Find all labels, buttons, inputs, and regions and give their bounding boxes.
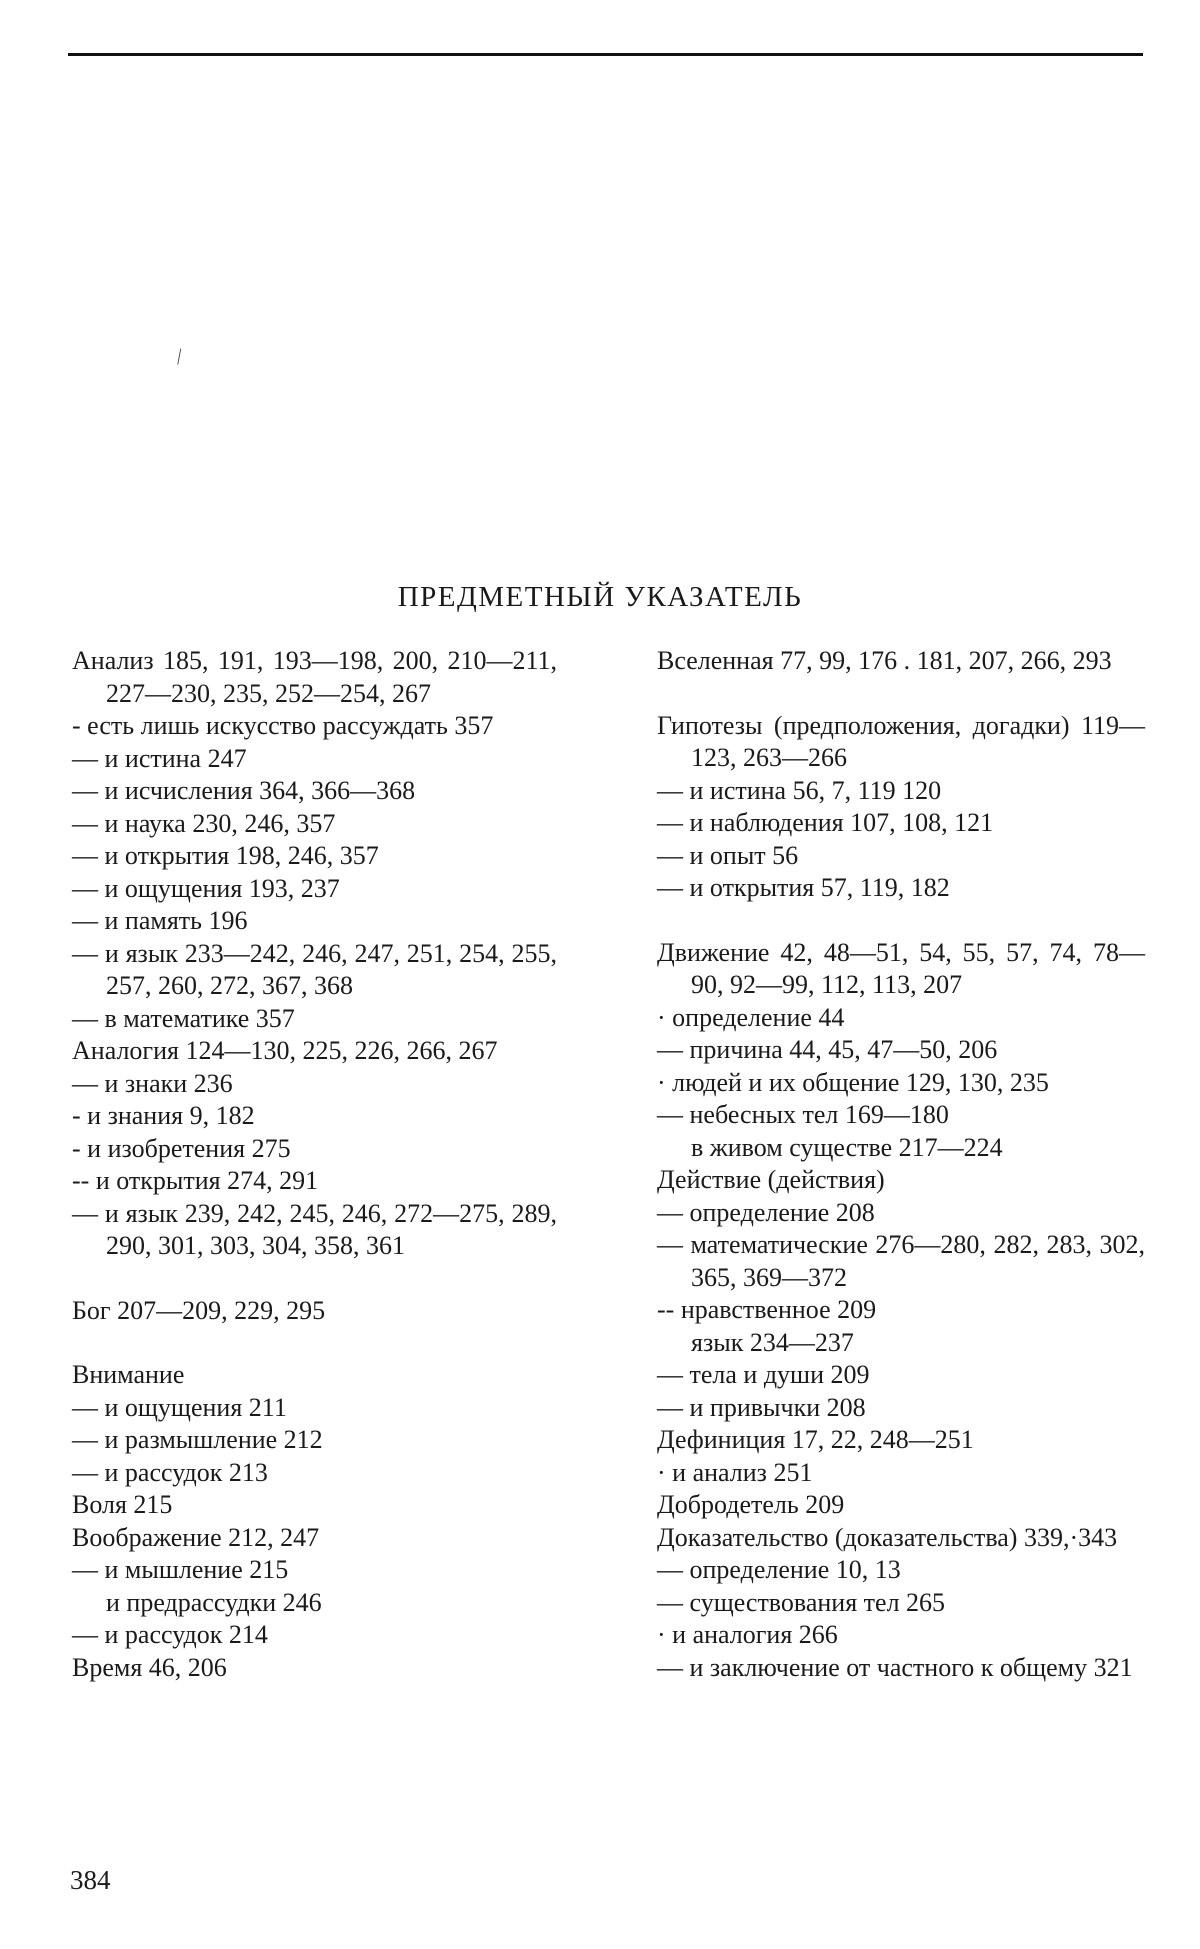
index-entry: — и исчисления 364, 366—368	[72, 776, 416, 805]
index-entry: — тела и души 209	[657, 1360, 870, 1389]
index-entry: Воля 215	[72, 1490, 173, 1519]
index-entry: и предрассудки 246	[106, 1587, 322, 1617]
index-entry: - и знания 9, 182	[72, 1101, 255, 1130]
index-entry: — и ощущения 193, 237	[72, 873, 340, 903]
index-entry: — и размышление 212	[72, 1425, 323, 1454]
index-entry: Гипотезы (предположения, догадки) 119—123, 263—266	[657, 710, 1145, 772]
page-title: ПРЕДМЕТНЫЙ УКАЗАТЕЛЬ	[397, 581, 803, 614]
index-entry: — и наблюдения 107, 108, 121	[657, 808, 994, 837]
index-entry: — причина 44, 45, 47—50, 206	[657, 1035, 998, 1064]
index-entry: — и истина 247	[72, 743, 247, 773]
index-entry: Доказательство (доказательства) 339,·343	[657, 1522, 1118, 1552]
index-entry: — и мышление 215	[72, 1555, 289, 1584]
index-entry: — и привычки 208	[657, 1392, 866, 1422]
index-entry: — и язык 239, 242, 245, 246, 272—275, 289, 290, 301, 303, 304, 358, 361	[72, 1198, 557, 1260]
index-entry: Вселенная 77, 99, 176 . 181, 207, 266, 293	[657, 646, 1112, 675]
index-entry: - и изобретения 275	[72, 1133, 291, 1163]
index-column-left	[72, 645, 557, 1684]
index-entry: — и истина 56, 7, 119 120	[657, 775, 942, 805]
index-entry: Дефиниция 17, 22, 248—251	[657, 1425, 974, 1454]
index-entry: · и анализ 251	[657, 1457, 813, 1487]
index-entry: — математические 276—280, 282, 283, 302, 365, 369—372	[657, 1230, 1145, 1292]
index-entry: · людей и их общение 129, 130, 235	[657, 1067, 1049, 1097]
index-entry: -- и открытия 274, 291	[72, 1166, 319, 1195]
index-entry: — определение 208	[657, 1197, 875, 1227]
index-entry: — и рассудок 214	[72, 1620, 268, 1649]
index-entry: язык 234—237	[691, 1327, 854, 1357]
index-entry: — и открытия 198, 246, 357	[72, 841, 379, 870]
index-entry: — и ощущения 211	[72, 1392, 287, 1422]
index-entry: Действие (действия)	[657, 1165, 885, 1194]
index-entry: — и заключение от частного к общему 321	[657, 1652, 1133, 1682]
index-entry: - есть лишь искусство рассуждать 357	[72, 711, 494, 740]
index-entry: — существования тел 265	[657, 1587, 946, 1617]
index-entry: в живом существе 217—224	[691, 1132, 1003, 1162]
index-entry: — и знаки 236	[72, 1068, 233, 1098]
index-entry: Анализ 185, 191, 193—198, 200, 210—211, 227—230, 235, 252—254, 267	[72, 646, 557, 708]
index-entry: -- нравственное 209	[657, 1295, 877, 1324]
index-entry: — и память 196	[72, 906, 248, 935]
index-entry: — и наука 230, 246, 357	[72, 808, 336, 838]
index-entry: — в математике 357	[72, 1003, 295, 1033]
index-entry: · и аналогия 266	[657, 1620, 838, 1649]
index-entry: — небесных тел 169—180	[657, 1100, 949, 1129]
index-entry: — определение 10, 13	[657, 1555, 901, 1584]
index-entry: Движение 42, 48—51, 54, 55, 57, 74, 78—90, 92—99, 112, 113, 207	[657, 937, 1145, 999]
index-entry: Внимание	[72, 1360, 185, 1389]
index-entry: — и язык 233—242, 246, 247, 251, 254, 255, 257, 260, 272, 367, 368	[72, 938, 557, 1000]
index-entry: Добродетель 209	[657, 1490, 845, 1519]
top-rule	[68, 53, 1143, 56]
index-column-right	[657, 645, 1145, 1684]
index-entry: — и открытия 57, 119, 182	[657, 873, 950, 902]
index-entry: Воображение 212, 247	[72, 1522, 320, 1552]
index-entry: — и рассудок 213	[72, 1457, 268, 1487]
index-entry: — и опыт 56	[657, 840, 799, 870]
index-entry: · определение 44	[657, 1002, 845, 1032]
index-entry: Время 46, 206	[72, 1652, 227, 1682]
stray-mark: ⁄	[173, 346, 186, 368]
page-number: 384	[70, 1865, 111, 1895]
index-entry: Бог 207—209, 229, 295	[72, 1295, 326, 1325]
index-entry: Аналогия 124—130, 225, 226, 266, 267	[72, 1036, 498, 1065]
